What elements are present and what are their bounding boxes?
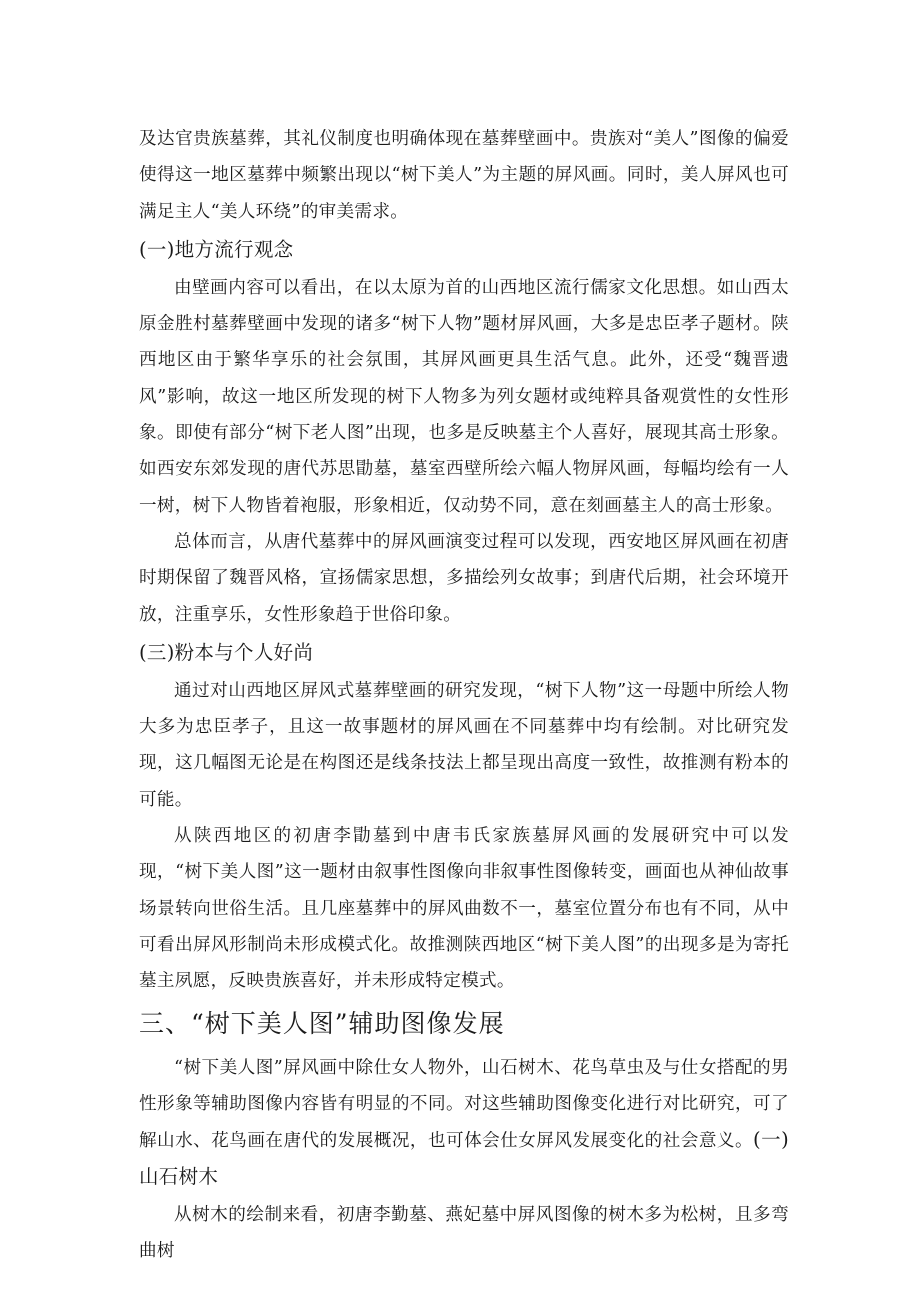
inline-subheading-rocks-trees: (一)山石树木 xyxy=(139,1128,789,1189)
subheading-draft-and-taste: (三)粉本与个人好尚 xyxy=(139,640,314,664)
paragraph-draft-study: 通过对山西地区屏风式墓葬壁画的研究发现，“树下人物”这一母题中所绘人物大多为忠臣孝子，且这一故事题材的屏风画在不同墓葬中均有绘制。对比研究发现，这几幅图无论是在构图还是线条技法上都呈现出高度一致性，故推测有粉本的可能。 xyxy=(139,680,789,810)
paragraph-shanxi-shaanxi: 由壁画内容可以看出，在以太原为首的山西地区流行儒家文化思想。如山西太原金胜村墓葬壁画中发现的诸多“树下人物”题材屏风画，大多是忠臣孝子题材。陕西地区由于繁华享乐的社会氛围，其屏风画更具生活气息。此外，还受“魏晋遗风”影响，故这一地区所发现的树下人物多为列女题材或纯粹具备观赏性的女性形象。即使有部分“树下老人图”出现，也多是反映墓主个人喜好，展现其高士形象。如西安东郊发现的唐代苏思勖墓，墓室西壁所绘六幅人物屏风画，每幅均绘有一人一树，树下人物皆着袍服，形象相近，仅动势不同，意在刻画墓主人的高士形象。 xyxy=(139,277,789,516)
document-page xyxy=(139,121,789,1269)
paragraph-shaanxi-development: 从陕西地区的初唐李勖墓到中唐韦氏家族墓屏风画的发展研究中可以发现，“树下美人图”这一题材由叙事性图像向非叙事性图像转变，画面也从神仙故事场景转向世俗生活。且几座墓葬中的屏风曲数不一，墓室位置分布也有不同，从中可看出屏风形制尚未形成模式化。故推测陕西地区“树下美人图”的出现多是为寄托墓主夙愿，反映贵族喜好，并未形成特定模式。 xyxy=(139,826,789,992)
paragraph-auxiliary-text: “树下美人图”屏风画中除仕女人物外，山石树木、花鸟草虫及与仕女搭配的男性形象等辅助图像内容皆有明显的不同。对这些辅助图像变化进行对比研究，可了解山水、花鸟画在唐代的发展概况，也可体会仕女屏风发展变化的社会意义。 xyxy=(139,1057,789,1152)
section-heading-auxiliary-images: 三、“树下美人图”辅助图像发展 xyxy=(139,1008,505,1038)
subheading-local-concepts: (一)地方流行观念 xyxy=(139,237,294,261)
paragraph-trees: 从树木的绘制来看，初唐李勤墓、燕妃墓中屏风图像的树木多为松树，且多弯曲树 xyxy=(139,1204,789,1262)
paragraph-auxiliary-images xyxy=(139,1050,789,1197)
paragraph-continuation: 及达官贵族墓葬，其礼仪制度也明确体现在墓葬壁画中。贵族对“美人”图像的偏爱使得这一地区墓葬中频繁出现以“树下美人”为主题的屏风画。同时，美人屏风也可满足主人“美人环绕”的审美需求。 xyxy=(139,129,789,222)
paragraph-summary: 总体而言，从唐代墓葬中的屏风画演变过程可以发现，西安地区屏风画在初唐时期保留了魏晋风格，宣扬儒家思想，多描绘列女故事；到唐代后期，社会环境开放，注重享乐，女性形象趋于世俗印象。 xyxy=(139,531,789,625)
